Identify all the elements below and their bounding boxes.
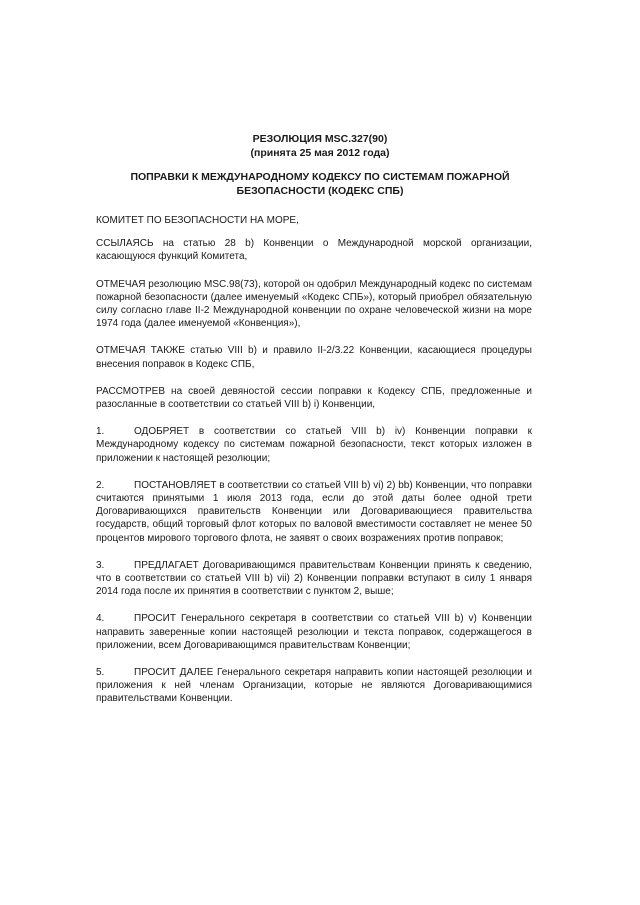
preamble-paragraph: ОТМЕЧАЯ ТАКЖЕ статью VIII b) и правило II-2/3.22 Конвенции, касающиеся процедуры внесения поправок в Кодекс СПБ, [96, 345, 532, 370]
preamble-paragraph: ССЫЛАЯСЬ на статью 28 b) Конвенции о Международной морской организации, касающуюся функций Комитета, [96, 238, 532, 263]
paragraph-number: 5. [96, 667, 105, 679]
resolution-body [96, 214, 532, 720]
resolution-number: РЕЗОЛЮЦИЯ MSC.327(90) [252, 133, 388, 145]
preamble-paragraph: РАССМОТРЕВ на своей девяностой сессии поправки к Кодексу СПБ, предложенные и разосланные в соответствии со статьей VIII b) i) Конвенции, [96, 385, 532, 411]
operative-paragraph [96, 559, 532, 599]
paragraph-number: 4. [96, 613, 105, 625]
operative-paragraph [96, 612, 532, 652]
paragraph-number: 1. [96, 426, 105, 438]
paragraph-text: ПРЕДЛАГАЕТ Договаривающимся правительствам Конвенции принять к сведению, что в соответствии со статьей VIII b) vii) 2) Конвенции поправки вступают в силу 1 января 2014 года после их принятия в соответствии с пунктом 2, выше; [96, 559, 532, 598]
committee-name: КОМИТЕТ ПО БЕЗОПАСНОСТИ НА МОРЕ, [96, 215, 299, 226]
resolution-header [0, 132, 640, 160]
document-title [100, 170, 540, 198]
operative-paragraph [96, 666, 532, 706]
title-line-1: ПОПРАВКИ К МЕЖДУНАРОДНОМУ КОДЕКСУ ПО СИСТЕМАМ ПОЖАРНОЙ [130, 171, 510, 183]
paragraph-number: 2. [96, 479, 105, 491]
operative-paragraph [96, 425, 532, 465]
paragraph-number: 3. [96, 559, 105, 571]
paragraph-text: ПРОСИТ Генерального секретаря в соответствии со статьей VIII b) v) Конвенции направить заверенные копии настоящей резолюции и текста поправок, содержащегося в приложении, всем Договаривающимся правительствам Конвенции; [96, 613, 532, 651]
title-line-2: БЕЗОПАСНОСТИ (КОДЕКС СПБ) [236, 185, 404, 197]
preamble-paragraph: ОТМЕЧАЯ резолюцию MSC.98(73), которой он одобрил Международный кодекс по системам пожарной безопасности (далее именуемый «Кодекс СПБ»), который приобрел обязательную силу согласно главе II-2 Международной конвенции по охране человеческой жизни на море 1974 года (далее именуемой «Конвенция»), [96, 278, 532, 330]
operative-paragraph [96, 479, 532, 545]
paragraph-text: ПРОСИТ ДАЛЕЕ Генерального секретаря направить копии настоящей резолюции и приложения к ней членам Организации, которые не являются Договаривающимися правительствами Конвенции. [96, 667, 532, 705]
adoption-date: (принята 25 мая 2012 года) [250, 147, 390, 159]
paragraph-text: ОДОБРЯЕТ в соответствии со статьей VIII b) iv) Конвенции поправки к Международному кодексу по системам пожарной безопасности, текст которых изложен в приложении к настоящей резолюции; [96, 426, 532, 464]
paragraph-text: ПОСТАНОВЛЯЕТ в соответствии со статьей VIII b) vi) 2) bb) Конвенции, что поправки считаются принятыми 1 июля 2013 года, если до этой даты более одной трети Договаривающихся правительств Конвенции или Договаривающиеся правительства государств, общий торговый флот которых по валовой вместимости составляет не менее 50 процентов мирового торгового флота, не заявят о своих возражениях против поправок; [96, 479, 532, 544]
